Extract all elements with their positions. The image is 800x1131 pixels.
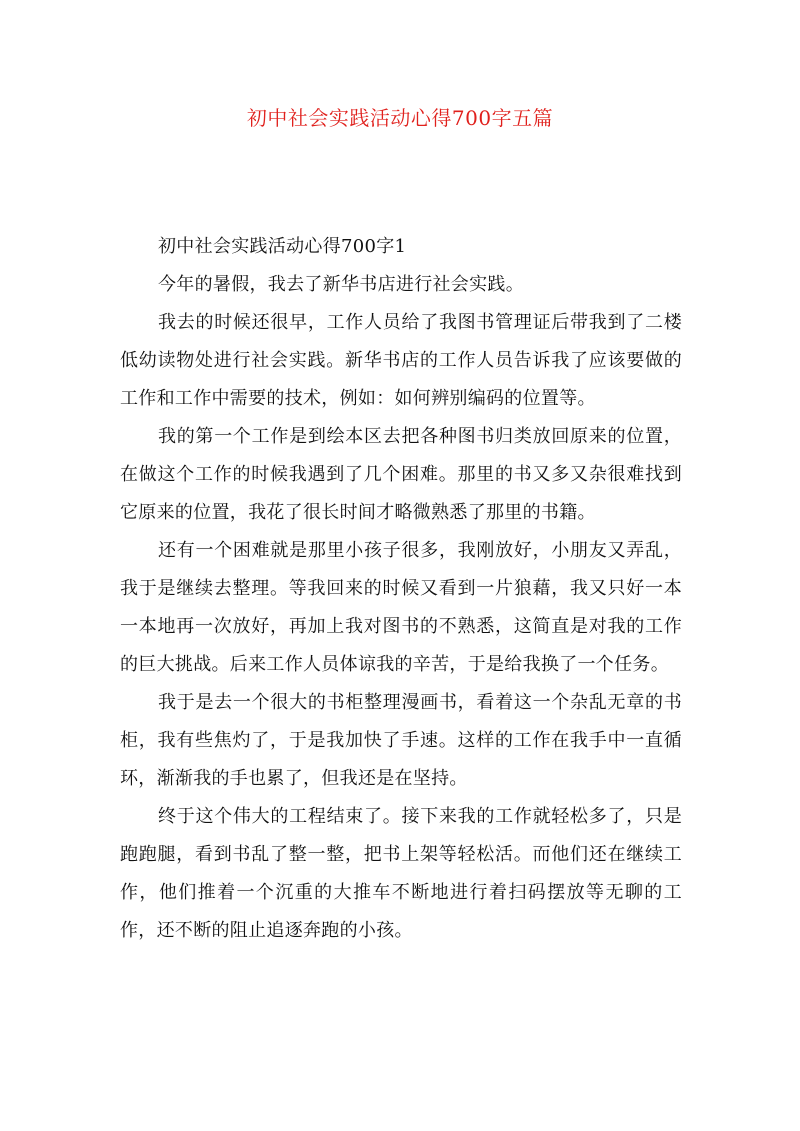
body-paragraph: 我于是去一个很大的书柜整理漫画书，看着这一个杂乱无章的书柜，我有些焦灼了，于是我加快了手速。这样的工作在我手中一直循环，渐渐我的手也累了，但我还是在坚持。 <box>120 692 682 789</box>
document-title: 初中社会实践活动心得700字五篇 <box>246 106 554 130</box>
body-paragraph: 我的第一个工作是到绘本区去把各种图书归类放回原来的位置，在做这个工作的时候我遇到了几个困难。那里的书又多又杂很难找到它原来的位置，我花了很长时间才略微熟悉了那里的书籍。 <box>120 426 682 523</box>
body-paragraph: 今年的暑假，我去了新华书店进行社会实践。 <box>158 274 524 295</box>
body-paragraph: 还有一个困难就是那里小孩子很多，我刚放好，小朋友又弄乱，我于是继续去整理。等我回来的时候又看到一片狼藉，我又只好一本一本地再一次放好，再加上我对图书的不熟悉，这简直是对我的工作的巨大挑战。后来工作人员体谅我的辛苦，于是给我换了一个任务。 <box>120 540 682 675</box>
body-paragraph: 终于这个伟大的工程结束了。接下来我的工作就轻松多了，只是跑跑腿，看到书乱了整一整，把书上架等轻松活。而他们还在继续工作，他们推着一个沉重的大推车不断地进行着扫码摆放等无聊的工作，还不断的阻止追逐奔跑的小孩。 <box>120 806 682 941</box>
document-body <box>120 228 682 950</box>
body-paragraph: 我去的时候还很早，工作人员给了我图书管理证后带我到了二楼低幼读物处进行社会实践。新华书店的工作人员告诉我了应该要做的工作和工作中需要的技术，例如：如何辨别编码的位置等。 <box>120 312 682 409</box>
section-heading: 初中社会实践活动心得700字1 <box>158 236 407 257</box>
